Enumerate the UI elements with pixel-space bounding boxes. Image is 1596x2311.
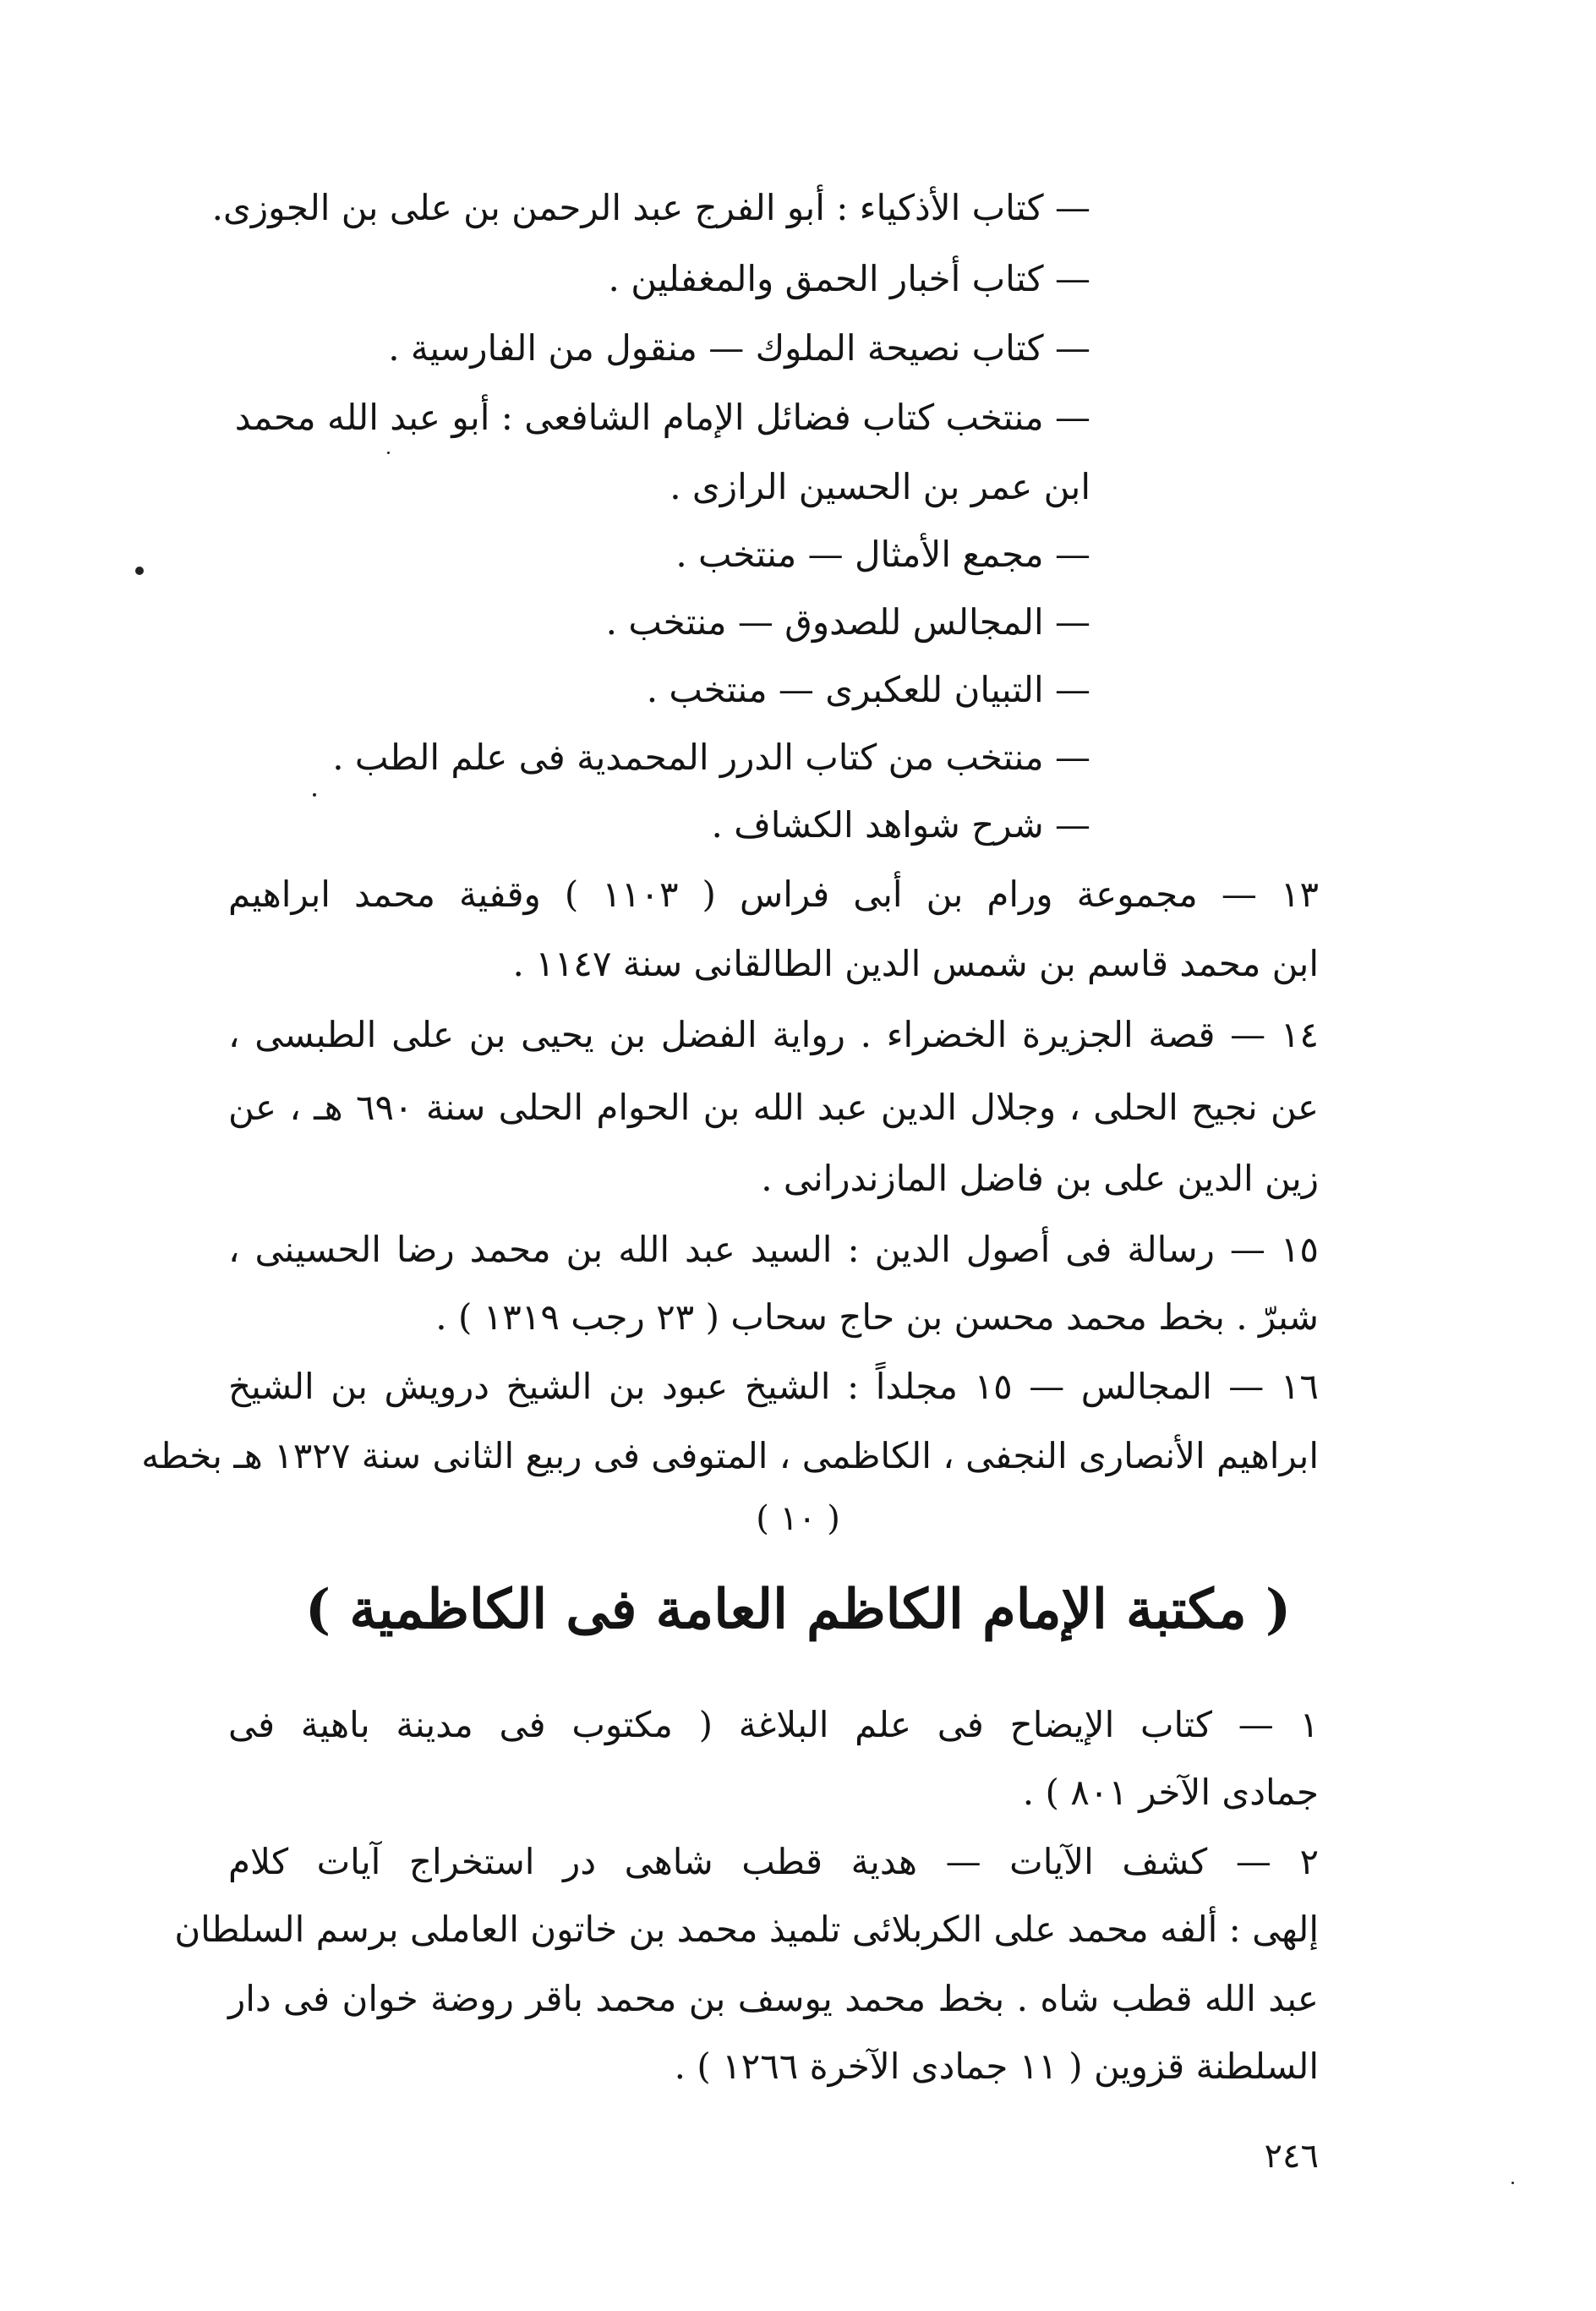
entry-14: ١٤ — قصة الجزيرة الخضراء . رواية الفضل بن يحيى بن على الطبسى ،	[228, 1014, 1319, 1055]
section-entry-2-continuation: السلطنة قزوين ( ١١ جمادى الآخرة ١٢٦٦ ) .	[674, 2045, 1319, 2087]
section-entry-1-continuation: جمادى الآخر ٨٠١ ) .	[1022, 1772, 1319, 1813]
list-item: — كتاب الأذكياء : أبو الفرج عبد الرحمن بن على بن الجوزى.	[211, 187, 1090, 228]
section-entry-2-continuation: إلهى : ألفه محمد على الكربلائى تلميذ محمد بن خاتون العاملى برسم السلطان	[174, 1908, 1319, 1950]
list-item: — منتخب كتاب فضائل الإمام الشافعى : أبو عبد الله محمد	[234, 397, 1090, 438]
scan-speck	[1511, 2182, 1514, 2184]
section-entry-2-continuation: عبد الله قطب شاه . بخط محمد يوسف بن محمد باقر روضة خوان فى دار	[228, 1978, 1319, 2019]
entry-16-continuation: ابراهيم الأنصارى النجفى ، الكاظمى ، المتوفى فى ربيع الثانى سنة ١٣٢٧ هـ بخطه	[141, 1435, 1319, 1476]
list-item: — كتاب أخبار الحمق والمغفلين .	[608, 258, 1090, 299]
list-item: — شرح شواهد الكشاف .	[711, 804, 1090, 846]
list-item: — المجالس للصدوق — منتخب .	[605, 601, 1090, 643]
scan-speck	[313, 793, 316, 797]
scan-speck	[387, 452, 390, 454]
scan-speck	[135, 567, 144, 575]
entry-13-continuation: ابن محمد قاسم بن شمس الدين الطالقانى سنة ١١٤٧ .	[512, 943, 1319, 984]
section-entry-2: ٢ — كشف الآيات — هدية قطب شاهى در استخراج آيات كلام	[228, 1841, 1319, 1882]
entry-15-continuation: شبرّ . بخط محمد محسن بن حاج سحاب ( ٢٣ رجب ١٣١٩ ) .	[435, 1296, 1319, 1338]
page-number: ٢٤٦	[1264, 2137, 1319, 2176]
list-item: — مجمع الأمثال — منتخب .	[675, 534, 1090, 575]
section-title: ( مكتبة الإمام الكاظم العامة فى الكاظمية )	[304, 1578, 1292, 1641]
entry-14-continuation: عن نجيح الحلى ، وجلال الدين عبد الله بن الحوام الحلى سنة ٦٩٠ هـ ، عن	[228, 1087, 1319, 1128]
section-entry-1: ١ — كتاب الإيضاح فى علم البلاغة ( مكتوب فى مدينة باهية فى	[228, 1704, 1319, 1745]
list-item: — كتاب نصيحة الملوك — منقول من الفارسية .	[388, 327, 1090, 369]
list-item: — التبيان للعكبرى — منتخب .	[646, 669, 1090, 710]
list-item: — منتخب من كتاب الدرر المحمدية فى علم الطب .	[332, 737, 1090, 778]
entry-13: ١٣ — مجموعة ورام بن أبى فراس ( ١١٠٣ ) وقفية محمد ابراهيم	[228, 873, 1320, 915]
list-item-continuation: ابن عمر بن الحسين الرازى .	[670, 466, 1090, 507]
entry-14-continuation: زين الدين على بن فاضل المازندرانى .	[761, 1158, 1319, 1199]
entry-15: ١٥ — رسالة فى أصول الدين : السيد عبد الله بن محمد رضا الحسينى ،	[228, 1229, 1319, 1270]
section-number: ( ١٠ )	[756, 1499, 840, 1538]
entry-16: ١٦ — المجالس — ١٥ مجلداً : الشيخ عبود بن الشيخ درويش بن الشيخ	[228, 1366, 1319, 1407]
